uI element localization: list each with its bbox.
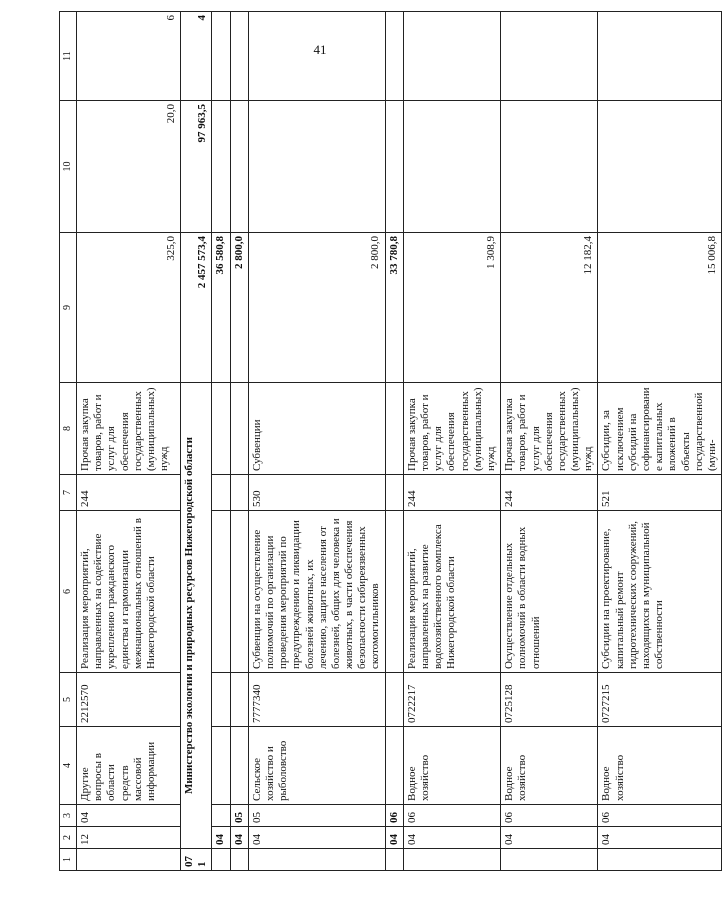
cell	[248, 12, 385, 101]
cell: 521	[598, 475, 722, 511]
cell: 4	[181, 12, 212, 101]
cell: Реализация мероприятий, направленных на развитие водохозяйственного комплекса Нижегородской области	[403, 511, 500, 673]
header-cell: 3	[60, 805, 77, 827]
header-row	[60, 12, 77, 871]
cell: 06	[385, 805, 403, 827]
cell	[385, 475, 403, 511]
cell: 6	[77, 12, 181, 101]
cell: 20,0	[77, 101, 181, 233]
cell: 06	[501, 805, 598, 827]
cell: Сельское хозяйство и рыболовство	[248, 727, 385, 805]
cell: 7777340	[248, 673, 385, 727]
cell: 04	[77, 805, 181, 827]
cell	[230, 511, 248, 673]
cell	[230, 727, 248, 805]
cell: 04	[230, 827, 248, 849]
cell	[212, 101, 230, 233]
cell	[385, 849, 403, 871]
cell: Водное хозяйство	[501, 727, 598, 805]
cell	[248, 101, 385, 233]
cell: Прочая закупка товаров, работ и услуг для обеспечения государственных (муниципальных) нужд	[77, 383, 181, 475]
cell: Субвенции на осуществление полномочий по организации проведения мероприятий по предупреждению и ликвидации болезней животных, их лечению, защите населения от болезней, общих для человека и животных, в части обеспечения безопасности сибиреязвенных скотомогильников	[248, 511, 385, 673]
table-row	[501, 12, 598, 871]
cell: 06	[598, 805, 722, 827]
cell: 2 800,0	[230, 233, 248, 383]
header-cell: 7	[60, 475, 77, 511]
cell	[212, 511, 230, 673]
cell	[403, 101, 500, 233]
cell	[385, 12, 403, 101]
subtotal-row	[385, 12, 403, 871]
cell: 325,0	[77, 233, 181, 383]
cell: 04	[598, 827, 722, 849]
cell: Субсидии, за исключением субсидий на софинансирование капитальных вложений в объекты государственной (муни-	[598, 383, 722, 475]
cell	[230, 673, 248, 727]
cell	[212, 673, 230, 727]
cell: 2 457 573,4	[181, 233, 212, 383]
cell	[385, 383, 403, 475]
cell	[598, 12, 722, 101]
cell: 2 800,0	[248, 233, 385, 383]
header-cell: 4	[60, 727, 77, 805]
header-cell: 2	[60, 827, 77, 849]
cell: 04	[385, 827, 403, 849]
cell: 244	[501, 475, 598, 511]
subtotal-row	[230, 12, 248, 871]
cell	[230, 475, 248, 511]
cell	[212, 727, 230, 805]
cell	[230, 849, 248, 871]
table-row	[598, 12, 722, 871]
cell	[248, 849, 385, 871]
cell: 04	[248, 827, 385, 849]
header-cell: 10	[60, 101, 77, 233]
cell: 0722217	[403, 673, 500, 727]
cell	[385, 673, 403, 727]
header-cell: 11	[60, 12, 77, 101]
header-cell: 5	[60, 673, 77, 727]
cell: 244	[77, 475, 181, 511]
cell	[598, 849, 722, 871]
cell	[598, 101, 722, 233]
cell: 071	[181, 849, 212, 871]
cell: Прочая закупка товаров, работ и услуг для обеспечения государственных (муниципальных) нужд	[403, 383, 500, 475]
cell: 0727215	[598, 673, 722, 727]
cell: 530	[248, 475, 385, 511]
cell	[77, 849, 181, 871]
cell: 06	[403, 805, 500, 827]
cell: 244	[403, 475, 500, 511]
ministry-title: Министерство экологии и природных ресурсов Нижегородской области	[181, 383, 212, 849]
cell: Реализация мероприятий, направленных на содействие укреплению гражданского единства и гармонизации межнациональных отношений в Нижегородской области	[77, 511, 181, 673]
cell: 2212570	[77, 673, 181, 727]
cell	[385, 101, 403, 233]
cell: 36 580,8	[212, 233, 230, 383]
cell	[385, 727, 403, 805]
cell: 1 308,9	[403, 233, 500, 383]
cell: Субвенции	[248, 383, 385, 475]
cell: Водное хозяйство	[598, 727, 722, 805]
cell	[212, 475, 230, 511]
cell	[230, 12, 248, 101]
cell: Водное хозяйство	[403, 727, 500, 805]
rotated-table-container	[59, 15, 718, 871]
header-cell: 1	[60, 849, 77, 871]
cell	[230, 383, 248, 475]
subtotal-row	[212, 12, 230, 871]
cell: 12	[77, 827, 181, 849]
cell: 04	[403, 827, 500, 849]
header-cell: 9	[60, 233, 77, 383]
cell	[501, 12, 598, 101]
cell: Другие вопросы в области средств массовой информации	[77, 727, 181, 805]
cell	[385, 511, 403, 673]
page-number: 41	[313, 42, 327, 57]
header-cell: 6	[60, 511, 77, 673]
cell: 97 963,5	[181, 101, 212, 233]
ministry-row	[181, 12, 212, 871]
cell	[403, 12, 500, 101]
cell: 04	[501, 827, 598, 849]
cell: 12 182,4	[501, 233, 598, 383]
table-row	[77, 12, 181, 871]
cell: 33 780,8	[385, 233, 403, 383]
cell	[212, 383, 230, 475]
cell	[230, 101, 248, 233]
cell	[212, 849, 230, 871]
table-row	[248, 12, 385, 871]
cell: 04	[212, 827, 230, 849]
cell	[501, 849, 598, 871]
cell: Субсидии на проектирование, капитальный ремонт гидротехнических сооружений, находящихся в муниципальной собственности	[598, 511, 722, 673]
cell: 05	[248, 805, 385, 827]
header-cell: 8	[60, 383, 77, 475]
cell: 0725128	[501, 673, 598, 727]
cell: Прочая закупка товаров, работ и услуг для обеспечения государственных (муниципальных) нужд	[501, 383, 598, 475]
table-row	[403, 12, 500, 871]
cell	[501, 101, 598, 233]
budget-table	[59, 11, 722, 871]
cell	[212, 12, 230, 101]
cell: Осуществление отдельных полномочий в области водных отношений	[501, 511, 598, 673]
cell	[403, 849, 500, 871]
cell: 05	[230, 805, 248, 827]
cell: 15 006,8	[598, 233, 722, 383]
cell	[212, 805, 230, 827]
